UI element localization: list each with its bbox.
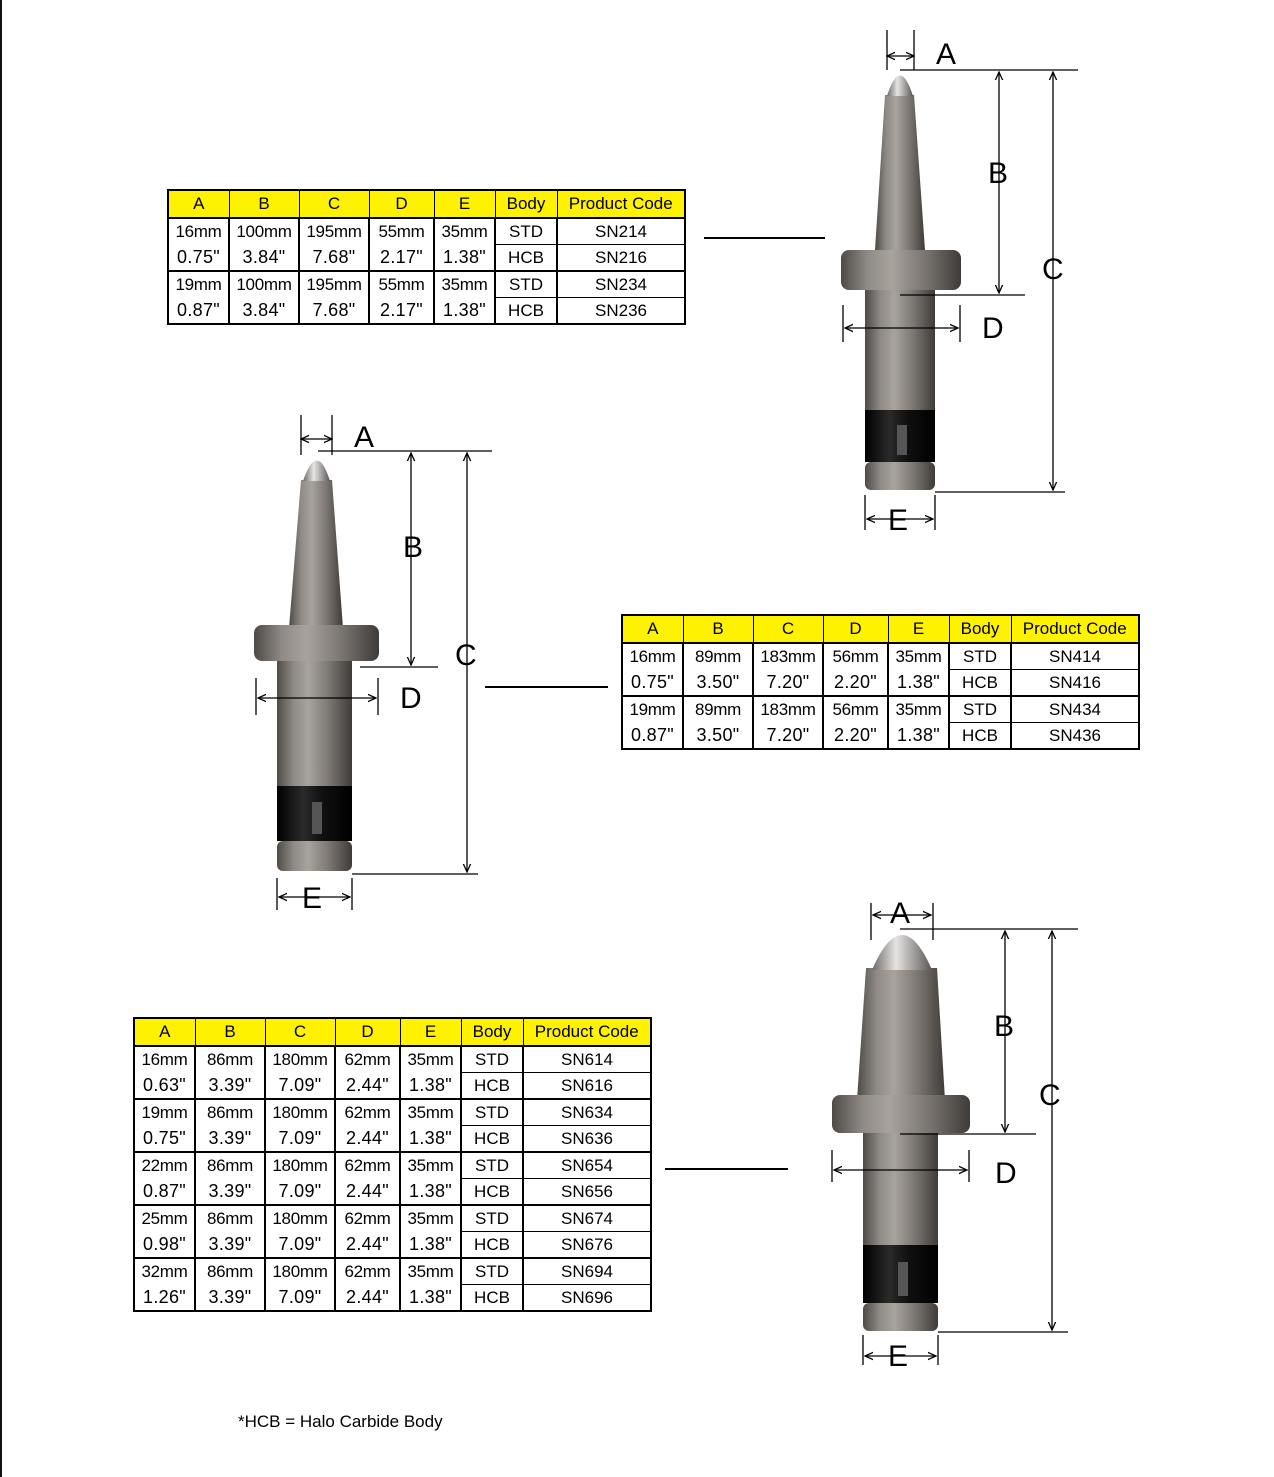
cell-c: 180mm xyxy=(265,1099,335,1126)
cutter-pick-image-2 xyxy=(254,461,379,872)
cell-c: 195mm xyxy=(299,218,369,245)
cell-c: 7.68" xyxy=(299,298,369,325)
cell-c: 7.09" xyxy=(265,1179,335,1206)
dim-label-e-3: E xyxy=(888,1340,909,1373)
cell-d: 62mm xyxy=(335,1152,400,1179)
cell-e: 35mm xyxy=(434,218,495,245)
header-d: D xyxy=(369,190,434,218)
cell-e: 1.38" xyxy=(400,1285,461,1312)
dim-label-a: A xyxy=(936,38,957,71)
cell-e: 35mm xyxy=(400,1205,461,1232)
dim-label-c: C xyxy=(1042,253,1064,286)
cell-c: 195mm xyxy=(299,271,369,298)
cell-d: 55mm xyxy=(369,271,434,298)
cell-a: 22mm xyxy=(134,1152,195,1179)
cell-b: 100mm xyxy=(229,271,299,298)
header-body: Body xyxy=(461,1018,523,1046)
cell-body: HCB xyxy=(461,1073,523,1100)
cell-body: HCB xyxy=(461,1179,523,1206)
cell-d: 62mm xyxy=(335,1258,400,1285)
cell-a: 25mm xyxy=(134,1205,195,1232)
cell-e: 1.38" xyxy=(888,723,949,750)
cell-body: STD xyxy=(461,1205,523,1232)
cell-d: 2.44" xyxy=(335,1126,400,1153)
cell-product-code: SN696 xyxy=(523,1285,651,1312)
cell-a: 16mm xyxy=(622,643,683,670)
header-body: Body xyxy=(949,615,1011,643)
cell-e: 1.38" xyxy=(434,245,495,272)
cell-body: STD xyxy=(461,1099,523,1126)
cell-e: 1.38" xyxy=(888,670,949,697)
cell-e: 35mm xyxy=(400,1258,461,1285)
cell-body: STD xyxy=(495,271,557,298)
header-d: D xyxy=(823,615,888,643)
cell-product-code: SN414 xyxy=(1011,643,1139,670)
cell-b: 3.39" xyxy=(195,1126,265,1153)
cell-a: 16mm xyxy=(168,218,229,245)
cell-b: 89mm xyxy=(683,696,753,723)
dim-label-a-2: A xyxy=(354,421,375,454)
cell-c: 7.09" xyxy=(265,1126,335,1153)
cell-product-code: SN616 xyxy=(523,1073,651,1100)
cell-b: 86mm xyxy=(195,1258,265,1285)
cutter-pick-image-3 xyxy=(832,935,970,1331)
dim-label-d-2: D xyxy=(400,682,422,715)
cell-e: 1.38" xyxy=(400,1232,461,1259)
cell-body: HCB xyxy=(461,1126,523,1153)
cell-c: 180mm xyxy=(265,1258,335,1285)
header-a: A xyxy=(168,190,229,218)
cell-body: HCB xyxy=(949,670,1011,697)
cell-product-code: SN636 xyxy=(523,1126,651,1153)
cell-c: 7.09" xyxy=(265,1073,335,1100)
cell-product-code: SN694 xyxy=(523,1258,651,1285)
cell-c: 7.20" xyxy=(753,723,823,750)
dim-label-b-2: B xyxy=(403,531,424,564)
cell-body: STD xyxy=(949,696,1011,723)
cell-b: 3.50" xyxy=(683,723,753,750)
cell-product-code: SN214 xyxy=(557,218,685,245)
cell-c: 7.09" xyxy=(265,1232,335,1259)
cell-c: 180mm xyxy=(265,1205,335,1232)
cell-product-code: SN236 xyxy=(557,298,685,325)
cell-product-code: SN634 xyxy=(523,1099,651,1126)
cell-b: 3.39" xyxy=(195,1232,265,1259)
cell-product-code: SN674 xyxy=(523,1205,651,1232)
cell-e: 1.38" xyxy=(400,1073,461,1100)
cell-c: 7.20" xyxy=(753,670,823,697)
header-c: C xyxy=(753,615,823,643)
cell-b: 86mm xyxy=(195,1205,265,1232)
cell-a: 16mm xyxy=(134,1046,195,1073)
cell-c: 7.68" xyxy=(299,245,369,272)
cell-body: STD xyxy=(949,643,1011,670)
header-e: E xyxy=(888,615,949,643)
cell-body: HCB xyxy=(495,298,557,325)
dim-label-a-3: A xyxy=(890,897,911,930)
cell-a: 19mm xyxy=(622,696,683,723)
cell-d: 2.44" xyxy=(335,1179,400,1206)
cell-c: 183mm xyxy=(753,643,823,670)
header-b: B xyxy=(683,615,753,643)
cell-d: 2.17" xyxy=(369,298,434,325)
cell-product-code: SN216 xyxy=(557,245,685,272)
cell-a: 0.87" xyxy=(134,1179,195,1206)
cell-product-code: SN676 xyxy=(523,1232,651,1259)
cell-e: 35mm xyxy=(400,1152,461,1179)
cell-c: 180mm xyxy=(265,1152,335,1179)
cell-e: 1.38" xyxy=(434,298,495,325)
cell-a: 0.75" xyxy=(622,670,683,697)
header-a: A xyxy=(622,615,683,643)
cell-d: 56mm xyxy=(823,643,888,670)
cell-b: 3.84" xyxy=(229,245,299,272)
cell-a: 19mm xyxy=(168,271,229,298)
cell-product-code: SN436 xyxy=(1011,723,1139,750)
dim-label-b-3: B xyxy=(994,1010,1015,1043)
cell-a: 0.87" xyxy=(622,723,683,750)
cell-a: 0.63" xyxy=(134,1073,195,1100)
header-b: B xyxy=(229,190,299,218)
footnote-hcb: *HCB = Halo Carbide Body xyxy=(238,1412,443,1431)
cell-a: 0.98" xyxy=(134,1232,195,1259)
cell-product-code: SN416 xyxy=(1011,670,1139,697)
cell-d: 2.44" xyxy=(335,1232,400,1259)
cell-e: 35mm xyxy=(434,271,495,298)
cell-a: 0.75" xyxy=(168,245,229,272)
dim-label-b: B xyxy=(988,157,1009,190)
cell-body: STD xyxy=(461,1046,523,1073)
cell-d: 2.20" xyxy=(823,670,888,697)
cell-d: 2.44" xyxy=(335,1073,400,1100)
cell-body: STD xyxy=(461,1258,523,1285)
cell-e: 1.38" xyxy=(400,1179,461,1206)
cell-b: 86mm xyxy=(195,1099,265,1126)
cell-body: HCB xyxy=(495,245,557,272)
cell-c: 7.09" xyxy=(265,1285,335,1312)
cell-product-code: SN234 xyxy=(557,271,685,298)
cell-d: 2.44" xyxy=(335,1285,400,1312)
header-b: B xyxy=(195,1018,265,1046)
cell-d: 55mm xyxy=(369,218,434,245)
header-product-code: Product Code xyxy=(1011,615,1139,643)
dim-label-e: E xyxy=(888,504,909,537)
cell-a: 1.26" xyxy=(134,1285,195,1312)
cell-a: 32mm xyxy=(134,1258,195,1285)
cell-d: 62mm xyxy=(335,1046,400,1073)
cell-body: HCB xyxy=(949,723,1011,750)
cell-body: HCB xyxy=(461,1232,523,1259)
cell-b: 89mm xyxy=(683,643,753,670)
cell-product-code: SN614 xyxy=(523,1046,651,1073)
dim-label-c-3: C xyxy=(1039,1079,1061,1112)
cell-b: 3.84" xyxy=(229,298,299,325)
cell-d: 56mm xyxy=(823,696,888,723)
header-body: Body xyxy=(495,190,557,218)
header-c: C xyxy=(265,1018,335,1046)
header-product-code: Product Code xyxy=(523,1018,651,1046)
header-e: E xyxy=(400,1018,461,1046)
dim-label-e-2: E xyxy=(302,882,323,915)
cell-a: 19mm xyxy=(134,1099,195,1126)
cell-b: 100mm xyxy=(229,218,299,245)
cell-c: 180mm xyxy=(265,1046,335,1073)
cell-product-code: SN434 xyxy=(1011,696,1139,723)
cell-product-code: SN656 xyxy=(523,1179,651,1206)
cell-e: 1.38" xyxy=(400,1126,461,1153)
cell-product-code: SN654 xyxy=(523,1152,651,1179)
cell-a: 0.87" xyxy=(168,298,229,325)
dim-label-d: D xyxy=(982,312,1004,345)
cell-e: 35mm xyxy=(888,696,949,723)
cell-b: 86mm xyxy=(195,1046,265,1073)
cell-d: 62mm xyxy=(335,1099,400,1126)
header-c: C xyxy=(299,190,369,218)
cell-d: 62mm xyxy=(335,1205,400,1232)
cell-c: 183mm xyxy=(753,696,823,723)
cell-a: 0.75" xyxy=(134,1126,195,1153)
cell-e: 35mm xyxy=(400,1099,461,1126)
header-a: A xyxy=(134,1018,195,1046)
header-product-code: Product Code xyxy=(557,190,685,218)
cell-body: STD xyxy=(461,1152,523,1179)
cell-b: 3.39" xyxy=(195,1285,265,1312)
cutter-pick-image xyxy=(841,76,961,491)
cell-b: 3.39" xyxy=(195,1073,265,1100)
cell-e: 35mm xyxy=(400,1046,461,1073)
cell-b: 3.50" xyxy=(683,670,753,697)
dim-label-c-2: C xyxy=(455,639,477,672)
cell-e: 35mm xyxy=(888,643,949,670)
header-e: E xyxy=(434,190,495,218)
cell-body: HCB xyxy=(461,1285,523,1312)
cell-b: 86mm xyxy=(195,1152,265,1179)
cell-d: 2.20" xyxy=(823,723,888,750)
cell-d: 2.17" xyxy=(369,245,434,272)
dim-label-d-3: D xyxy=(995,1157,1017,1190)
cell-b: 3.39" xyxy=(195,1179,265,1206)
cell-body: STD xyxy=(495,218,557,245)
header-d: D xyxy=(335,1018,400,1046)
